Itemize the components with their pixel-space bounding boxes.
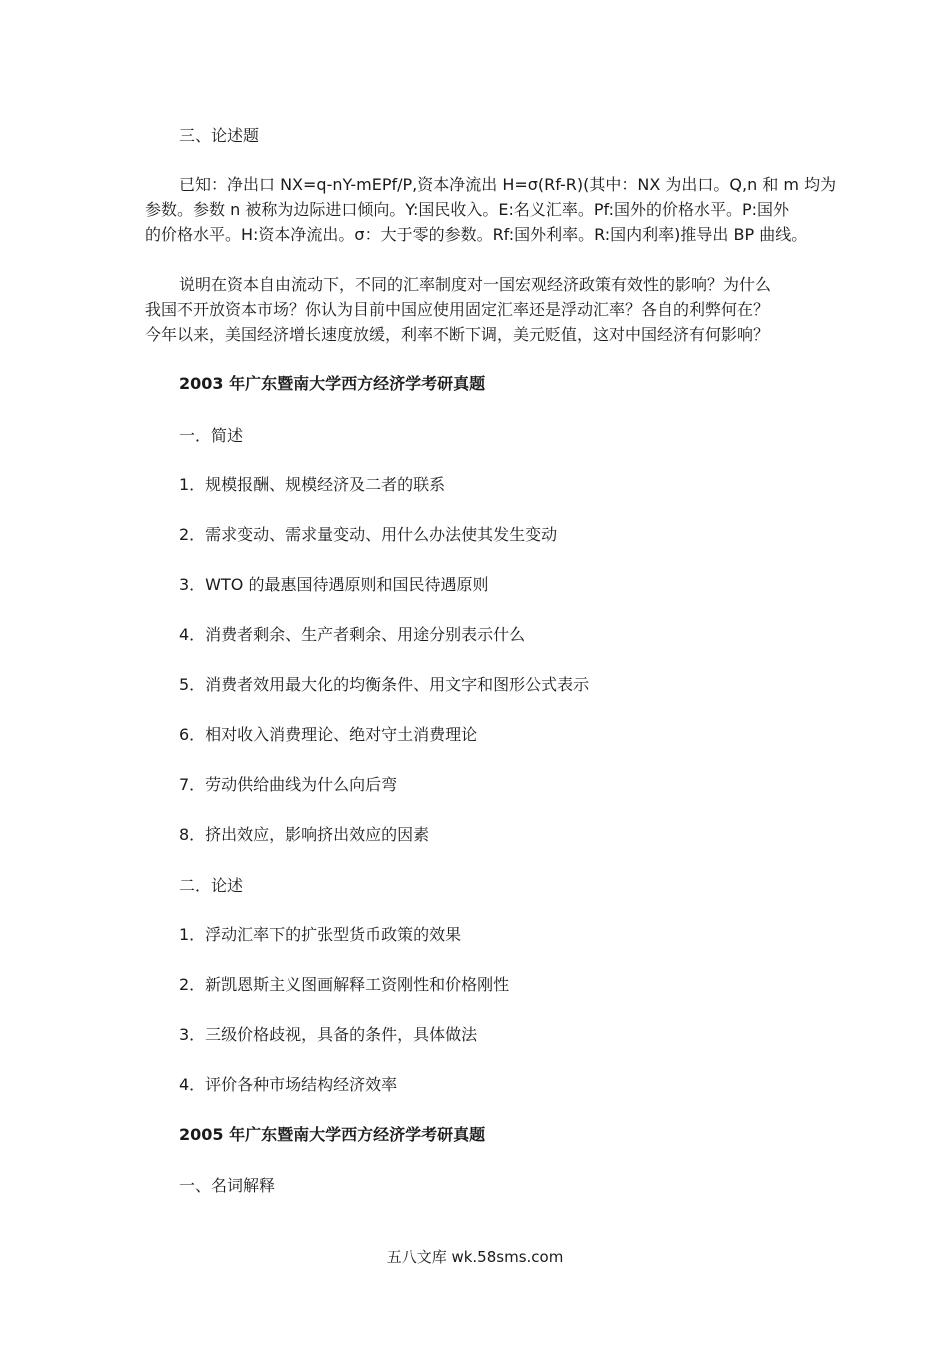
list-item: 5．消费者效用最大化的均衡条件、用文字和图形公式表示 — [179, 675, 590, 694]
paragraph-explain — [145, 272, 771, 347]
list-item: 2．需求变动、需求量变动、用什么办法使其发生变动 — [179, 525, 558, 544]
list-item: 2．新凯恩斯主义图画解释工资刚性和价格刚性 — [179, 975, 510, 994]
list-item: 4．评价各种市场结构经济效率 — [179, 1075, 398, 1094]
list-item: 3．WTO 的最惠国待遇原则和国民待遇原则 — [179, 575, 489, 594]
paragraph-line: 我国不开放资本市场？你认为目前中国应使用固定汇率还是浮动汇率？各自的利弊何在？ — [145, 300, 770, 319]
list-item: 1．规模报酬、规模经济及二者的联系 — [179, 475, 446, 494]
paragraph-given — [145, 172, 836, 247]
list-item: 6．相对收入消费理论、绝对守土消费理论 — [179, 725, 478, 744]
paragraph-line: 参数。参数 n 被称为边际进口倾向。Y:国民收入。E:名义汇率。Pf:国外的价格水平。P:国外 — [145, 200, 789, 219]
part-heading-terms: 一、名词解释 — [179, 1176, 276, 1195]
exam-title-2003: 2003 年广东暨南大学西方经济学考研真题 — [179, 374, 486, 393]
list-item: 7．劳动供给曲线为什么向后弯 — [179, 775, 398, 794]
paragraph-line: 已知：净出口 NX=q-nY-mEPf/P,资本净流出 H=σ(Rf-R)(其中：NX 为出口。Q,n 和 m 均为 — [179, 175, 837, 194]
part-heading-essay: 二．论述 — [179, 876, 244, 895]
page-footer: 五八文库 wk.58sms.com — [386, 1248, 564, 1266]
part-heading-summary: 一．简述 — [179, 426, 244, 445]
list-item: 4．消费者剩余、生产者剩余、用途分别表示什么 — [179, 625, 526, 644]
list-item: 8．挤出效应，影响挤出效应的因素 — [179, 825, 430, 844]
paragraph-line: 今年以来，美国经济增长速度放缓，利率不断下调，美元贬值，这对中国经济有何影响？ — [145, 325, 770, 344]
paragraph-line: 的价格水平。H:资本净流出。σ：大于零的参数。Rf:国外利率。R:国内利率)推导出 BP 曲线。 — [145, 225, 808, 244]
list-item: 3．三级价格歧视，具备的条件，具体做法 — [179, 1025, 478, 1044]
paragraph-line: 说明在资本自由流动下，不同的汇率制度对一国宏观经济政策有效性的影响？为什么 — [179, 275, 772, 294]
section-heading: 三、论述题 — [179, 126, 260, 145]
list-item: 1．浮动汇率下的扩张型货币政策的效果 — [179, 925, 462, 944]
exam-title-2005: 2005 年广东暨南大学西方经济学考研真题 — [179, 1125, 486, 1144]
